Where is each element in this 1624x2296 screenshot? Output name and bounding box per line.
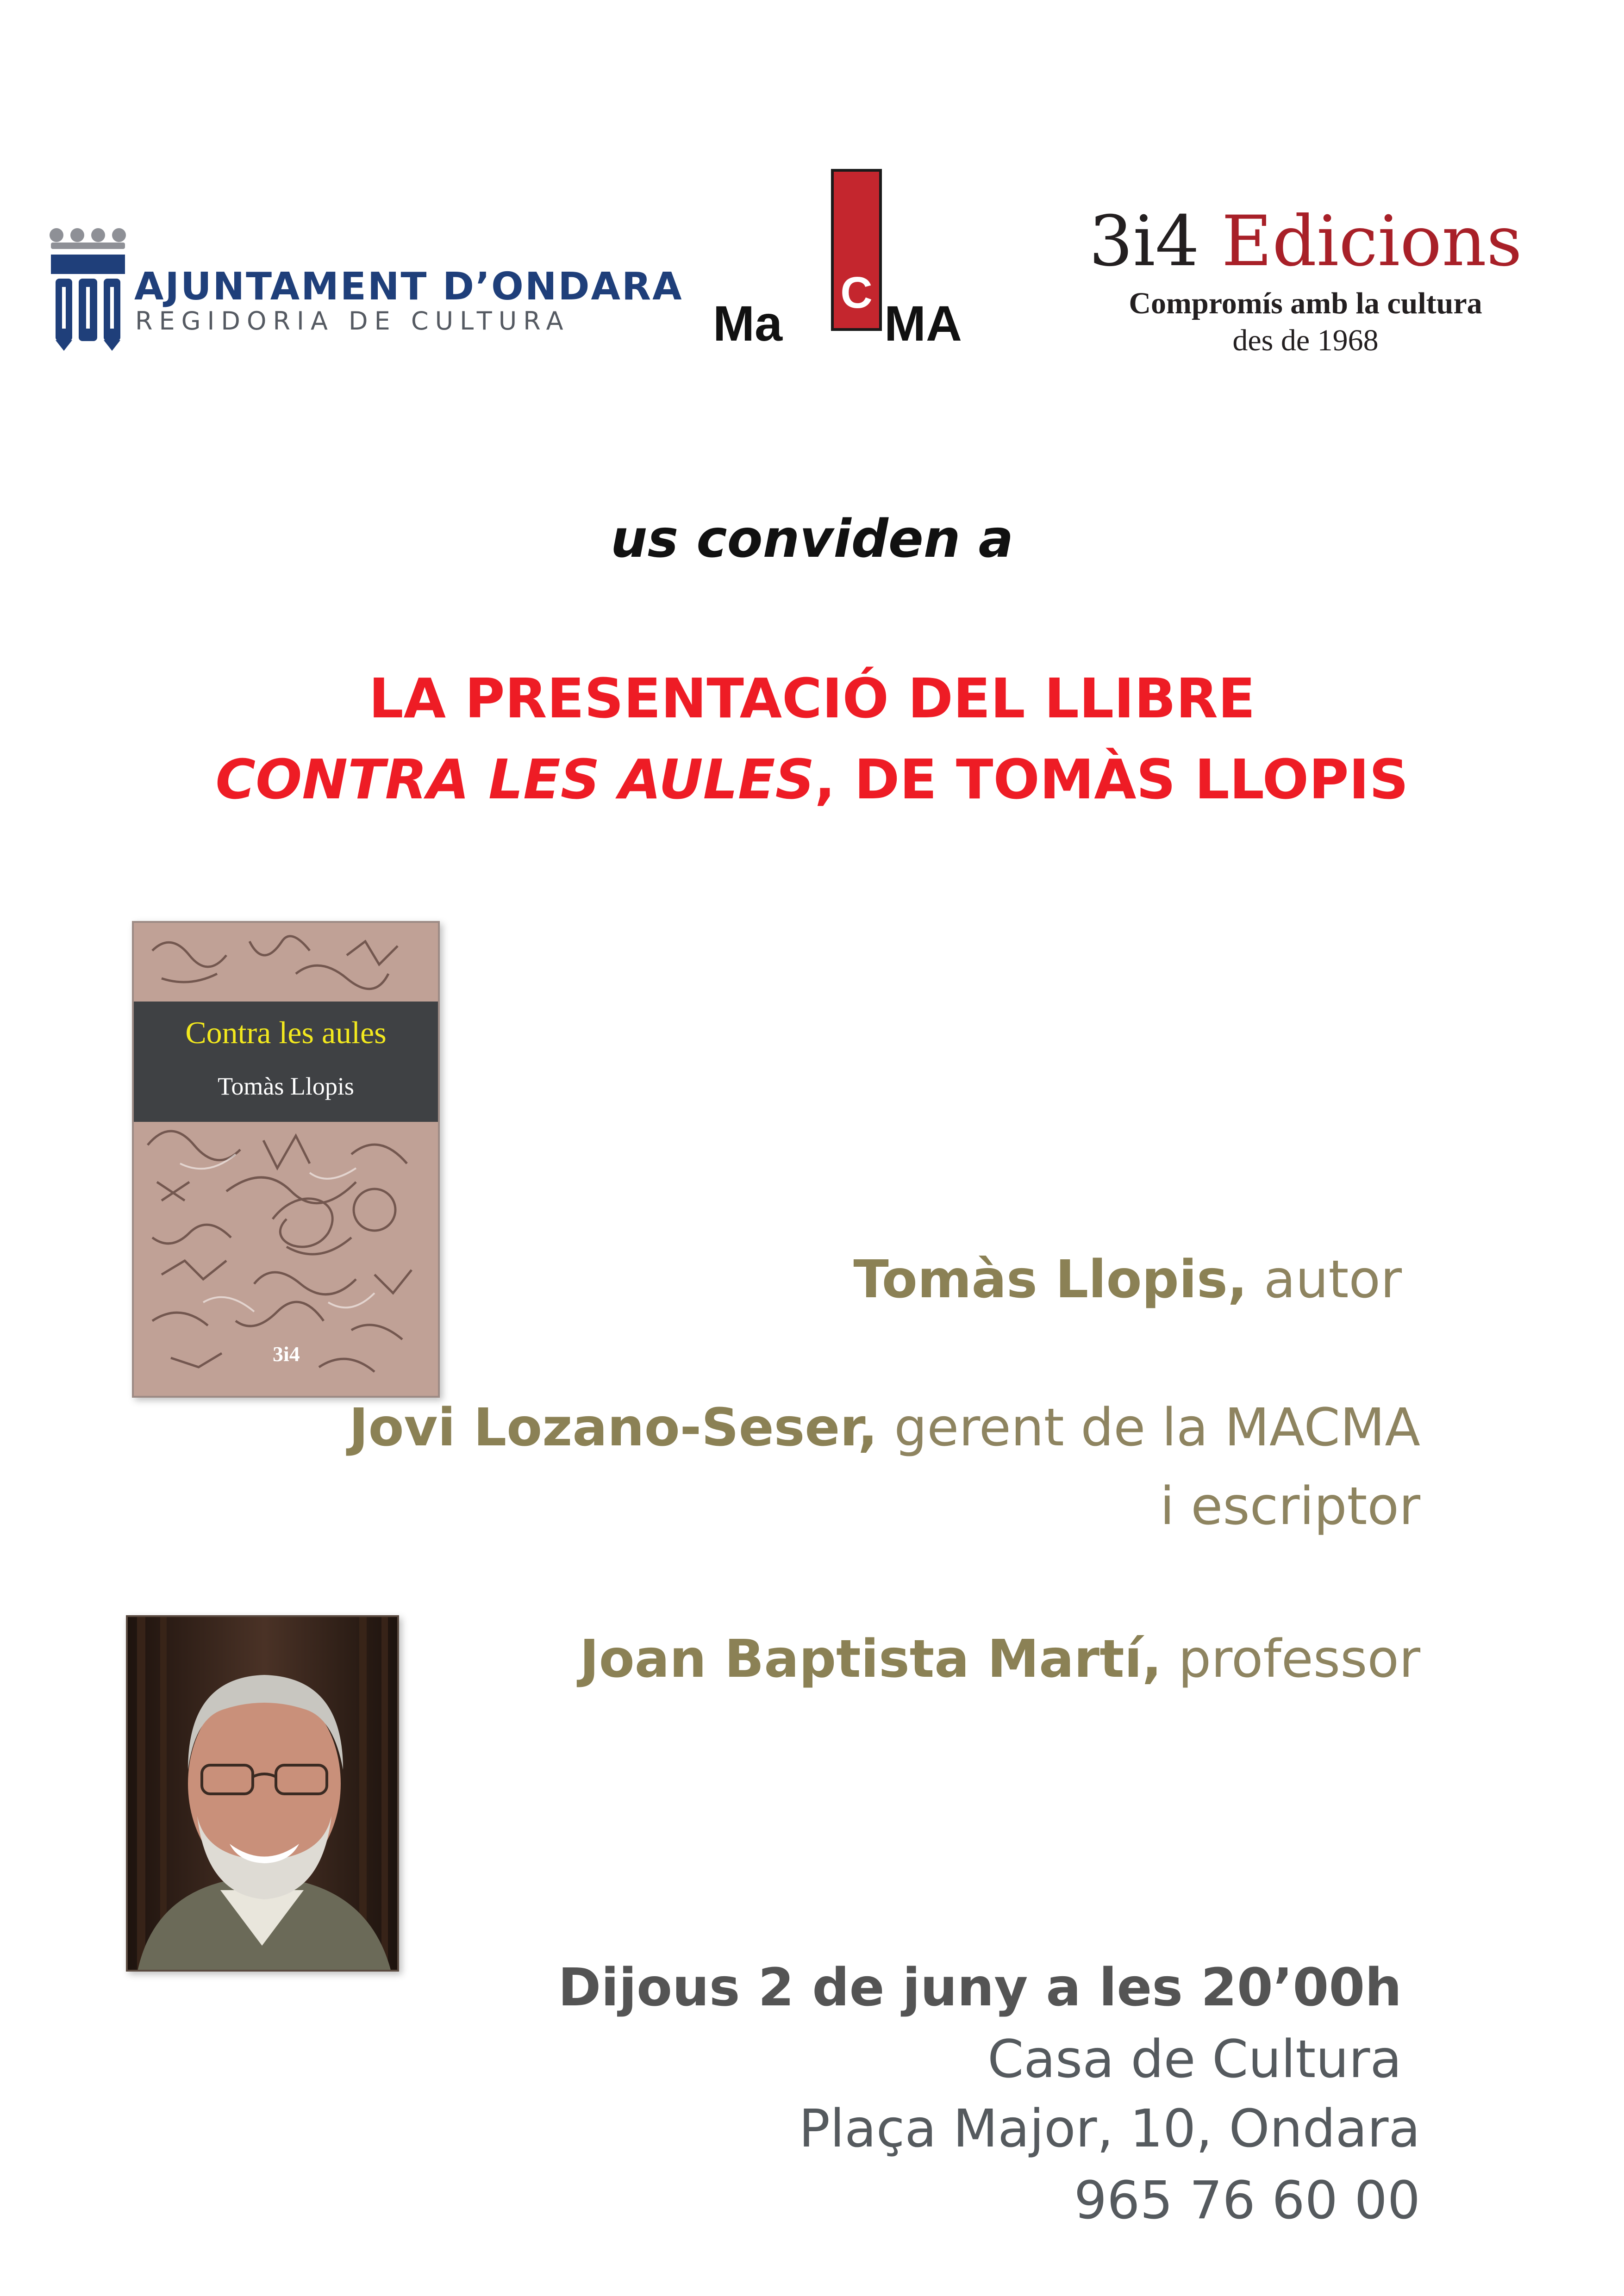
cover-author: Tomàs Llopis	[218, 1072, 354, 1100]
event-title-author: , DE TOMÀS LLOPIS	[814, 747, 1409, 811]
event-date: Dijous 2 de juny a les 20’00h	[558, 1958, 1402, 2018]
macma-logo	[708, 169, 962, 354]
speaker-2-name: Jovi Lozano-Seser,	[349, 1398, 878, 1458]
cover-title: Contra les aules	[185, 1015, 387, 1050]
ajuntament-department: REGIDORIA DE CULTURA	[135, 306, 570, 336]
speaker-3-name: Joan Baptista Martí,	[580, 1629, 1162, 1689]
macma-text-right: MA	[884, 295, 962, 351]
book-cover	[132, 921, 440, 1398]
speaker-3	[580, 1629, 1420, 1689]
author-portrait-icon	[128, 1617, 399, 1972]
ajuntament-name: AJUNTAMENT D’ONDARA	[134, 265, 683, 309]
cover-publisher-mark: 3i4	[273, 1342, 300, 1366]
edicions-brand-word: Edicions	[1221, 201, 1522, 282]
speaker-2-role-line2: i escriptor	[1160, 1476, 1420, 1537]
speaker-1-role: autor	[1247, 1250, 1402, 1310]
ajuntament-crest-icon	[46, 227, 134, 352]
speaker-1-name: Tomàs Llopis,	[853, 1250, 1248, 1310]
event-venue: Casa de Cultura	[987, 2029, 1402, 2090]
edicions-since: des de 1968	[1232, 324, 1379, 357]
event-address: Plaça Major, 10, Ondara	[799, 2099, 1420, 2159]
edicions-brand-number: 3i4	[1089, 201, 1199, 282]
ajuntament-logo	[46, 227, 683, 352]
edicions-brand	[1074, 201, 1537, 282]
speaker-3-role: professor	[1162, 1629, 1420, 1689]
event-title-line2	[0, 747, 1624, 811]
invitation-intro: us conviden a	[610, 509, 1014, 569]
edicions-logo	[1074, 201, 1537, 366]
speaker-2	[349, 1398, 1420, 1458]
event-phone: 965 76 60 00	[1074, 2171, 1420, 2231]
book-title: CONTRA LES AULES	[215, 747, 815, 811]
speaker-2-role: gerent de la MACMA	[877, 1398, 1420, 1458]
event-title-line1: LA PRESENTACIÓ DEL LLIBRE	[369, 666, 1255, 730]
author-photo	[126, 1615, 399, 1972]
speaker-1	[853, 1250, 1402, 1310]
graffiti-texture	[134, 923, 440, 1398]
macma-text-left: Ma	[713, 295, 783, 351]
edicions-tagline: Compromís amb la cultura	[1129, 286, 1482, 320]
macma-letter-c: C	[840, 268, 873, 317]
